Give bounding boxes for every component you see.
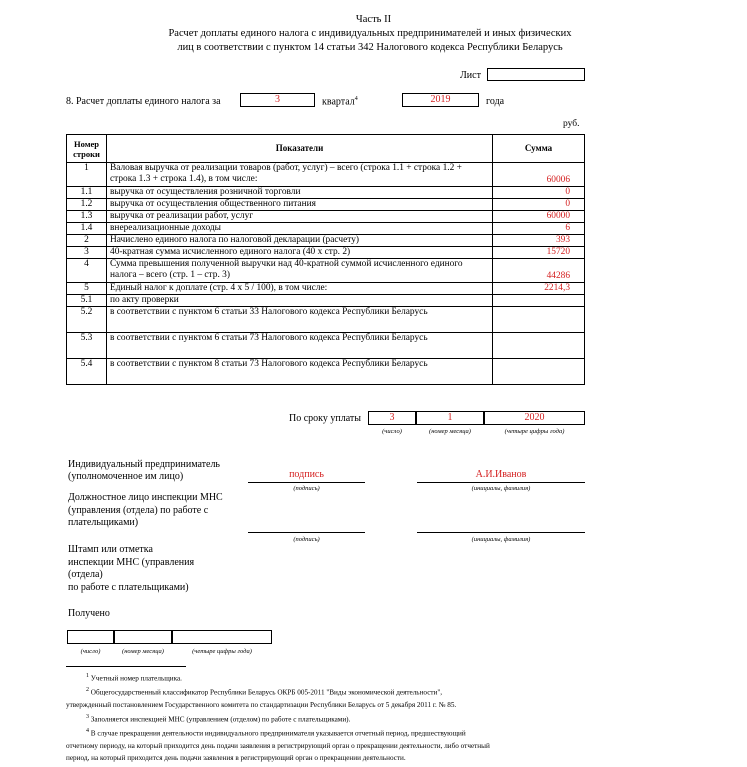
- footnote-4: $^4$ В случае прекращения деятельности индивидуального предпринимателя указывается отчетный период, предшествующий: [86, 728, 466, 738]
- received-month-caption: (номер месяца): [122, 648, 164, 655]
- row-sum[interactable]: 393: [493, 235, 585, 247]
- row-indicator: Начислено единого налога по налоговой декларации (расчету): [107, 235, 493, 247]
- part-title: Часть II: [355, 14, 392, 25]
- row-number: 4: [67, 259, 107, 283]
- entrepreneur-label: Индивидуальный предприниматель (уполномоченное им лицо): [68, 459, 220, 482]
- row-sum[interactable]: [493, 295, 585, 307]
- row-sum[interactable]: 44286: [493, 259, 585, 283]
- form-title-line2: лиц в соответствии с пунктом 14 статьи 342 Налогового кодекса Республики Беларусь: [177, 42, 563, 53]
- row-indicator: в соответствии с пунктом 6 статьи 33 Налогового кодекса Республики Беларусь: [107, 307, 493, 333]
- row-number: 5: [67, 283, 107, 295]
- payment-year-caption: (четыре цифры года): [504, 428, 565, 435]
- row-indicator: по акту проверки: [107, 295, 493, 307]
- table-row: [67, 247, 585, 259]
- stamp-label: Штамп или отметка инспекции МНС (управления (отдела) по работе с плательщиками): [68, 544, 195, 593]
- payment-day-caption: (число): [382, 428, 402, 435]
- row-indicator: в соответствии с пунктом 6 статьи 73 Налогового кодекса Республики Беларусь: [107, 333, 493, 359]
- calc-label: 8. Расчет доплаты единого налога за: [66, 96, 221, 107]
- received-year-caption: (четыре цифры года): [192, 648, 252, 655]
- footnote-2: $^2$ Общегосударственный классификатор Республики Беларусь ОКРБ 005-2011 "Виды экономической деятельности",: [86, 687, 443, 697]
- row-number: 5.1: [67, 295, 107, 307]
- payment-month-field[interactable]: 1: [416, 411, 484, 425]
- payment-day-field[interactable]: 3: [368, 411, 416, 425]
- form-title-line1: Расчет доплаты единого налога с индивидуальных предпринимателей и иных физических: [168, 28, 572, 39]
- payment-year-field[interactable]: 2020: [484, 411, 585, 425]
- row-number: 5.2: [67, 307, 107, 333]
- row-number: 5.4: [67, 359, 107, 385]
- table-row: [67, 283, 585, 295]
- received-label: Получено: [68, 608, 110, 619]
- footnote-2-cont: утвержденный постановлением Государственного комитета по стандартизации Республики Беларусь от 5 декабря 2011 г. № 85.: [66, 700, 457, 709]
- entrepreneur-name-field[interactable]: А.И.Иванов: [417, 469, 585, 483]
- tax-table: [66, 134, 585, 385]
- row-number: 1.3: [67, 211, 107, 223]
- row-indicator: выручка от осуществления общественного питания: [107, 199, 493, 211]
- official-signature-caption: (подпись): [293, 536, 320, 543]
- received-day-caption: (число): [80, 648, 101, 655]
- table-row: [67, 259, 585, 283]
- official-name-field[interactable]: [417, 519, 585, 533]
- row-number: 1: [67, 163, 107, 187]
- row-sum[interactable]: 0: [493, 199, 585, 211]
- footnote-3: $^3$ Заполняется инспекцией МНС (управлением (отделом) по работе с плательщиками).: [86, 713, 351, 724]
- footnote-1: $^1$ Учетный номер плательщика.: [86, 673, 182, 683]
- row-indicator: Единый налог к доплате (стр. 4 х 5 / 100), в том числе:: [107, 283, 493, 295]
- row-number: 2: [67, 235, 107, 247]
- row-indicator: выручка от реализации работ, услуг: [107, 211, 493, 223]
- table-row: [67, 163, 585, 187]
- table-row: [67, 307, 585, 333]
- row-sum[interactable]: [493, 359, 585, 385]
- footnotes: [66, 670, 666, 764]
- row-indicator: Валовая выручка от реализации товаров (работ, услуг) – всего (строка 1.1 + строка 1.2 + строка 1.3 + строка 1.4), в том числе:: [107, 163, 493, 187]
- row-sum[interactable]: 60000: [493, 211, 585, 223]
- row-number: 3: [67, 247, 107, 259]
- sheet-field[interactable]: [487, 68, 585, 81]
- row-indicator: внереализационные доходы: [107, 223, 493, 235]
- table-row: [67, 199, 585, 211]
- received-day-field[interactable]: [67, 630, 114, 644]
- table-row: [67, 223, 585, 235]
- row-number: 1.1: [67, 187, 107, 199]
- col-sum-header: Сумма: [493, 135, 585, 163]
- row-number: 5.3: [67, 333, 107, 359]
- row-sum[interactable]: [493, 307, 585, 333]
- row-sum[interactable]: 0: [493, 187, 585, 199]
- row-sum[interactable]: 6: [493, 223, 585, 235]
- table-row: [67, 235, 585, 247]
- payment-month-caption: (номер месяца): [429, 428, 471, 435]
- row-indicator: Сумма превышения полученной выручки над 40-кратной суммой исчисленного единого налога – всего (стр. 1 – стр. 3): [107, 259, 493, 283]
- year-label: года: [486, 96, 505, 107]
- entrepreneur-signature-field[interactable]: подпись: [248, 469, 365, 483]
- footnote-divider: [66, 666, 186, 667]
- col-indicator-header: Показатели: [107, 135, 493, 163]
- table-row: [67, 211, 585, 223]
- footnote-4-cont2: период, на который приходится день подачи заявления в регистрирующий орган о прекращении деятельности.: [66, 753, 406, 762]
- table-row: [67, 295, 585, 307]
- entrepreneur-name-caption: (инициалы, фамилия): [471, 485, 531, 492]
- row-indicator: выручка от осуществления розничной торговли: [107, 187, 493, 199]
- year-field[interactable]: 2019: [402, 93, 479, 107]
- row-sum[interactable]: 60006: [493, 163, 585, 187]
- row-indicator: в соответствии с пунктом 8 статьи 73 Налогового кодекса Республики Беларусь: [107, 359, 493, 385]
- quarter-label: квартал$^4$: [322, 96, 358, 108]
- footnote-4-cont1: отчетному периоду, на который приходится день подачи заявления в регистрирующий орган о прекращении деятельности, либо отчетный: [66, 741, 490, 750]
- row-sum[interactable]: [493, 333, 585, 359]
- official-signature-field[interactable]: [248, 519, 365, 533]
- official-name-caption: (инициалы, фамилия): [471, 536, 531, 543]
- received-month-field[interactable]: [114, 630, 172, 644]
- sheet-label: Лист: [460, 70, 481, 81]
- col-number-header: Номер строки: [67, 135, 107, 163]
- table-row: [67, 359, 585, 385]
- entrepreneur-signature-caption: (подпись): [293, 485, 320, 492]
- row-number: 1.2: [67, 199, 107, 211]
- row-indicator: 40-кратная сумма исчисленного единого налога (40 х стр. 2): [107, 247, 493, 259]
- row-sum[interactable]: 15720: [493, 247, 585, 259]
- official-label: Должностное лицо инспекции МНС (управления (отдела) по работе с плательщиками): [68, 492, 223, 528]
- table-row: [67, 333, 585, 359]
- received-year-field[interactable]: [172, 630, 272, 644]
- row-number: 1.4: [67, 223, 107, 235]
- currency-label: руб.: [563, 119, 580, 129]
- payment-term-label: По сроку уплаты: [289, 413, 361, 424]
- row-sum[interactable]: 2214,3: [493, 283, 585, 295]
- quarter-field[interactable]: 3: [240, 93, 315, 107]
- table-row: [67, 187, 585, 199]
